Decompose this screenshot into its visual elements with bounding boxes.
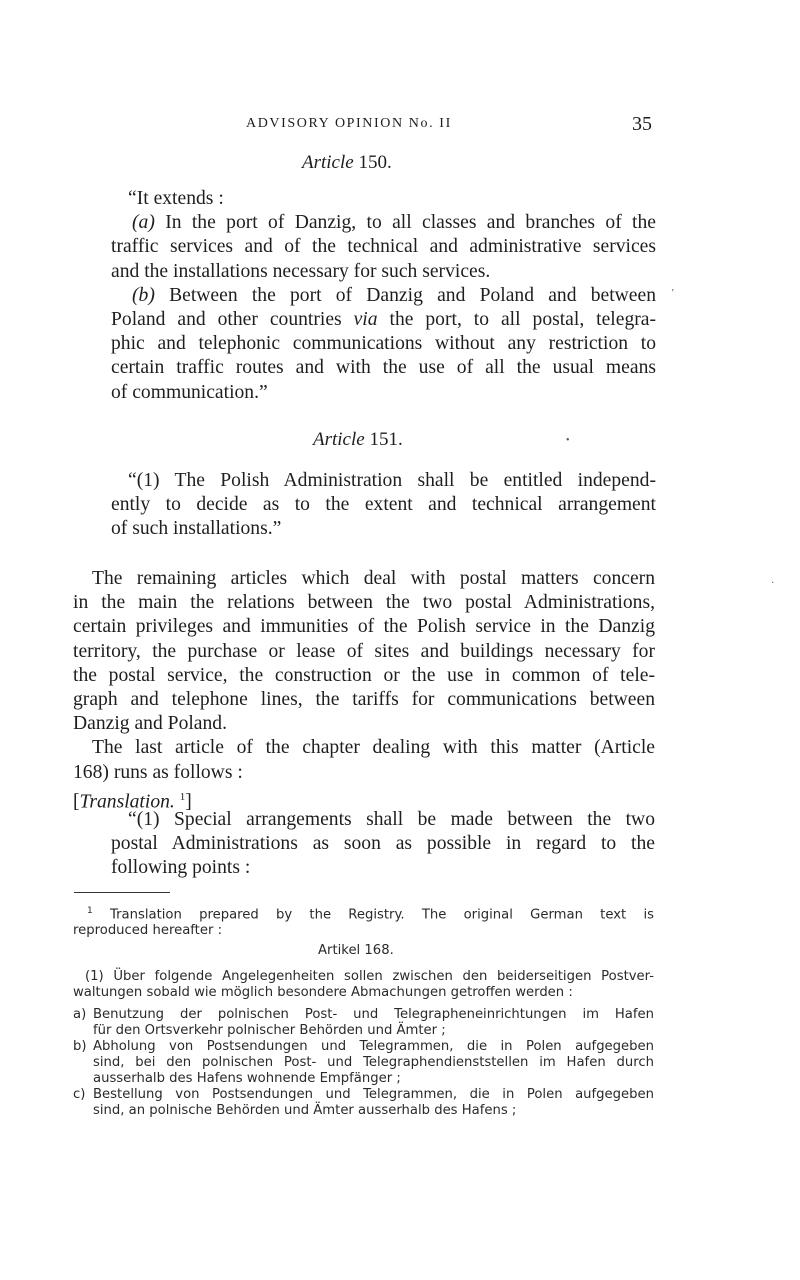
- german-line: Bestellung von Postsendungen und Telegrammen, die in Polen aufgegeben: [93, 1087, 654, 1102]
- quote-line: postal Administrations as soon as possible in regard to the: [111, 833, 655, 855]
- article-150-intro: “It extends :: [128, 188, 224, 209]
- article-168-quote: [111, 808, 655, 881]
- article-151-body: [111, 469, 656, 542]
- german-line: für den Ortsverkehr polnischer Behörden und Ämter ;: [93, 1023, 446, 1038]
- item-label: (b): [132, 284, 155, 306]
- page-number: 35: [632, 113, 652, 135]
- german-line: sind, bei den polnischen Post- und Telegraphendienststellen im Hafen durch: [93, 1055, 654, 1070]
- article-150-b-line: certain traffic routes and with the use of all the usual means: [111, 357, 656, 379]
- german-line: Benutzung der polnischen Post- und Telegrapheneinrichtungen im Hafen: [93, 1007, 654, 1022]
- paragraph-line: certain privileges and immunities of the Polish service in the Danzig: [73, 616, 655, 638]
- german-line: sind, an polnische Behörden und Ämter ausserhalb des Hafens ;: [93, 1103, 517, 1118]
- article-150-b-line: Poland and other countries via the port, to all postal, telegra-: [111, 309, 656, 331]
- german-item-label: a): [73, 1007, 87, 1022]
- german-line: ausserhalb des Hafens wohnende Empfänger ;: [93, 1071, 401, 1086]
- german-item-a: [73, 1007, 654, 1039]
- paragraph-line: in the main the relations between the two postal Administrations,: [73, 592, 655, 614]
- german-line: waltungen sobald wie möglich besondere Abmachungen getroffen werden :: [73, 985, 573, 1000]
- main-paragraph-1: [73, 567, 655, 815]
- scan-speck: •: [566, 435, 570, 446]
- german-item-b: [73, 1039, 654, 1087]
- footnote-divider: [74, 892, 170, 893]
- article-151-line: “(1) The Polish Administration shall be entitled independ-: [128, 470, 656, 491]
- article-151-heading: [313, 429, 403, 451]
- article-151-line: of such installations.”: [111, 518, 282, 540]
- article-150-a-line: traffic services and of the technical and administrative services: [111, 236, 656, 258]
- german-line: Abholung von Postsendungen und Telegrammen, die in Polen aufgegeben: [93, 1039, 654, 1054]
- article-150-b-line: (b) Between the port of Danzig and Poland and between: [132, 284, 656, 306]
- german-item-c: [73, 1087, 654, 1119]
- article-150-heading: [302, 152, 392, 174]
- footnote-marker: 1: [87, 906, 93, 916]
- footnote: [73, 903, 654, 939]
- article-number: 150.: [358, 152, 392, 173]
- german-line: (1) Über folgende Angelegenheiten sollen zwischen den beiderseitigen Postver-: [85, 969, 654, 984]
- quote-line: following points :: [111, 857, 251, 879]
- paragraph-line: Danzig and Poland.: [73, 713, 227, 735]
- article-150-b-line: phic and telephonic communications without any restriction to: [111, 333, 656, 355]
- translation-note: [Translation. $^1$]: [73, 790, 192, 813]
- article-150-b-line: of communication.”: [111, 381, 268, 403]
- item-label: (a): [132, 212, 155, 234]
- article-151-line: ently to decide as to the extent and technical arrangement: [111, 494, 656, 516]
- article-word: Article: [313, 429, 365, 450]
- article-150-a-line: and the installations necessary for such services.: [111, 260, 491, 282]
- german-item-label: c): [73, 1087, 86, 1102]
- paragraph-line: The last article of the chapter dealing with this matter (Article: [92, 737, 655, 759]
- paragraph-line: 168) runs as follows :: [73, 761, 243, 783]
- scan-speck: ’: [671, 288, 675, 299]
- paragraph-line: the postal service, the construction or the use in common of tele-: [73, 664, 655, 686]
- german-item-label: b): [73, 1039, 87, 1054]
- footnote-line: reproduced hereafter :: [73, 923, 223, 939]
- running-head: ADVISORY OPINION No. II: [246, 116, 452, 131]
- paragraph-line: territory, the purchase or lease of sites and buildings necessary for: [73, 640, 655, 662]
- paragraph-line: The remaining articles which deal with postal matters concern: [92, 568, 655, 589]
- german-intro: [73, 969, 654, 1001]
- footnote-line: $^1$ Translation prepared by the Registry. The original German text is: [87, 906, 654, 923]
- article-150-body: [111, 187, 656, 405]
- article-number: 151.: [369, 429, 403, 450]
- scan-speck: ·: [771, 578, 775, 589]
- footnote-ref: 1: [179, 790, 186, 803]
- translation-label: Translation.: [79, 791, 175, 813]
- german-article-heading: Artikel 168.: [318, 943, 394, 958]
- article-word: Article: [302, 152, 354, 173]
- quote-line: “(1) Special arrangements shall be made between the two: [128, 809, 655, 830]
- via-word: via: [353, 309, 378, 331]
- article-150-a-line: (a) In the port of Danzig, to all classes and branches of the: [132, 212, 656, 234]
- paragraph-line: graph and telephone lines, the tariffs for communications between: [73, 689, 655, 711]
